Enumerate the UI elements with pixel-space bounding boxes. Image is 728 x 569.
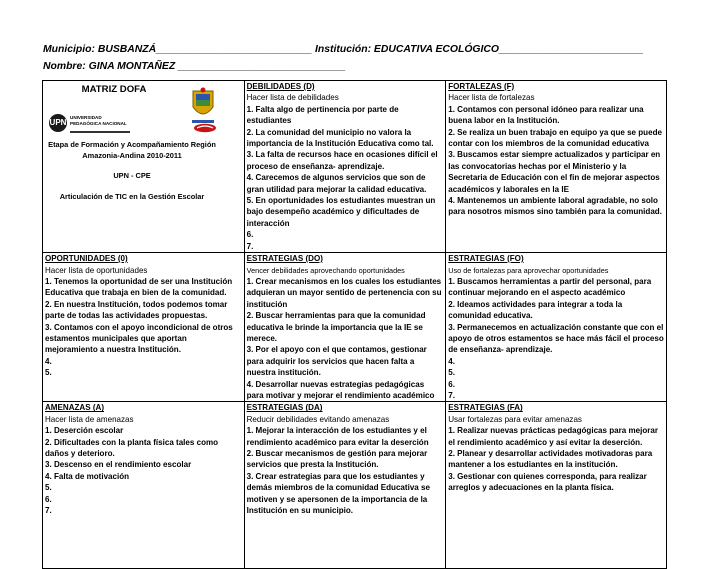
list-item: 3. Por el apoyo con el que contamos, gestionar para adquirir los servicios que hacen falta a nuestra institución. — [246, 345, 427, 378]
list-item: 1. Tenemos la oportunidad de ser una Institución Educativa que trabaja en bien de la comunidad. — [45, 276, 233, 298]
upn-logo-text: UNIVERSIDAD PEDAGÓGICA NACIONAL — [70, 115, 127, 126]
debilidades-cell — [244, 81, 446, 253]
list-item: 1. Realizar nuevas prácticas pedagógicas para mejorar el rendimiento académico y así evitar la deserción. — [448, 426, 658, 447]
list-item: 2. En nuestra Institución, todos podemos tomar parte de todas las actividades propuestas. — [45, 299, 228, 321]
list-item: 1. Mejorar la interacción de los estudiantes y el rendimiento académico para evitar la deserción — [246, 426, 429, 447]
list-item: 4. — [45, 356, 52, 366]
list-item: 2. Buscar herramientas para que la comunidad educativa le brinde la importancia que la IE se merece. — [246, 311, 426, 343]
list-item: 2. La comunidad del municipio no valora la importancia de la Institución Educativa como tal. — [246, 127, 434, 149]
estrategias-fo-subtitle: Uso de fortalezas para aprovechar oportunidades — [448, 265, 609, 275]
list-item: 5. — [45, 368, 52, 378]
list-item: 6. — [246, 230, 254, 240]
debilidades-subtitle: Hacer lista de debilidades — [246, 93, 339, 103]
list-item: 3. Permanecemos en actualización constante que con el apoyo de otros estamentos se hace más fácil el proceso de enseñanza- aprendizaje. — [448, 322, 664, 355]
list-item: 6. — [45, 494, 52, 504]
oportunidades-title: OPORTUNIDADES (0) — [45, 254, 128, 264]
program-text: UPN - CPE — [113, 171, 151, 180]
table-row — [43, 253, 667, 402]
list-item: 2. Planear y desarrollar actividades motivadoras para mantener a los estudiantes en la institución. — [448, 449, 653, 470]
dofa-matrix-table — [42, 80, 667, 569]
list-item: 5. En oportunidades los estudiantes muestran un bajo desempeño académico y dificultades de interacción — [246, 196, 436, 228]
list-item: 2. Buscar mecanismos de gestión para mejorar servicios que presta la Institución. — [246, 449, 428, 470]
header-line-municipio: Municipio: BUSBANZÁ___________________________ Institución: EDUCATIVA ECOLÓGICO_________________________ — [43, 44, 644, 55]
list-item: 3. Contamos con el apoyo incondicional de otros estamentos municipales que aportan mejoramiento a nuestra Institución. — [45, 322, 233, 355]
list-item: 2. Se realiza un buen trabajo en equipo ya que se puede contar con los miembros de la comunidad educativa — [448, 127, 662, 149]
list-item: 4. — [448, 356, 455, 366]
list-item: 3. Descenso en el rendimiento escolar — [45, 460, 192, 470]
amenazas-subtitle: Hacer lista de amenazas — [45, 414, 134, 424]
fortalezas-subtitle: Hacer lista de fortalezas — [448, 93, 535, 103]
list-item: 1. Buscamos herramientas a partir del personal, para continuar mejorando en el aspecto académico — [448, 276, 652, 298]
list-item: 1. Contamos con personal idóneo para realizar una buena labor en la Institución. — [448, 104, 644, 126]
upn-logo — [49, 114, 131, 134]
list-item: 5. — [448, 368, 455, 378]
estrategias-fa-subtitle: Usar fortalezas para evitar amenazas — [448, 414, 582, 424]
list-item: 4. Desarrollar nuevas estrategias pedagógicas para motivar y mejorar el rendimiento académico — [246, 379, 435, 400]
fortalezas-title: FORTALEZAS (F) — [448, 82, 515, 91]
amenazas-title: AMENAZAS (A) — [45, 403, 105, 413]
fortalezas-cell — [446, 81, 667, 253]
institution-crest-icon — [190, 87, 216, 125]
estrategias-fa-cell — [446, 402, 667, 569]
estrategias-do-subtitle: Vencer debilidades aprovechando oportunidades — [246, 265, 405, 275]
stage-line-2: Amazonia-Andina 2010-2011 — [82, 151, 182, 161]
list-item: 4. Falta de motivación — [45, 471, 130, 481]
list-item: 4. Carecemos de algunos servicios que son de gran utilidad para mejorar la calidad educativa. — [246, 173, 427, 194]
oportunidades-cell — [43, 253, 245, 402]
estrategias-da-cell — [244, 402, 446, 569]
estrategias-do-cell — [244, 253, 446, 402]
list-item: 3. Gestionar con quienes corresponda, para realizar arreglos y adecuaciones en la planta física. — [448, 471, 647, 493]
list-item: 2. Dificultades con la planta física tales como daños y deterioro. — [45, 437, 219, 458]
stage-text — [43, 139, 221, 162]
list-item: 7. — [45, 506, 52, 516]
estrategias-fa-title: ESTRATEGIAS (FA) — [448, 403, 523, 413]
estrategias-da-title: ESTRATEGIAS (DA) — [246, 403, 323, 413]
oportunidades-subtitle: Hacer lista de oportunidades — [45, 265, 148, 275]
table-row — [43, 81, 667, 253]
matrix-title: MATRIZ DOFA — [81, 84, 147, 95]
amenazas-cell — [43, 402, 245, 569]
list-item: 1. Deserción escolar — [45, 426, 124, 436]
list-item: 4. Mantenemos un ambiente laboral agradable, no solo para nosotros mismos sino también para la comunidad. — [448, 196, 662, 217]
estrategias-da-subtitle: Reducir debilidades evitando amenazas — [246, 414, 390, 424]
list-item: 6. — [448, 379, 455, 389]
list-item: 5. — [45, 483, 52, 493]
articulation-text: Articulación de TIC en la Gestión Escolar — [59, 192, 205, 201]
list-item: 1. Falta algo de pertinencia por parte de estudiantes — [246, 104, 399, 126]
list-item: 3. Crear estrategias para que los estudiantes y demás miembros de la comunidad Educativa se motiven y se apersonen de la importancia de la Institución en su municipio. — [246, 471, 430, 516]
list-item: 7. — [246, 241, 254, 251]
upn-logo-bar — [70, 131, 130, 133]
upn-seal-icon: UPN — [49, 114, 67, 132]
debilidades-title: DEBILIDADES (D) — [246, 82, 315, 91]
estrategias-fo-title: ESTRATEGIAS (FO) — [448, 254, 524, 264]
list-item: 1. Crear mecanismos en los cuales los estudiantes adquieran un mayor sentido de pertenencia con su institución — [246, 276, 442, 309]
red-logo-icon — [193, 123, 217, 133]
header-line-nombre: Nombre: GINA MONTAÑEZ _____________________________ — [43, 61, 346, 72]
matrix-info-cell — [43, 81, 245, 253]
estrategias-fo-cell — [446, 253, 667, 402]
estrategias-do-title: ESTRATEGIAS (DO) — [246, 254, 323, 264]
list-item: 3. La falta de recursos hace en ocasiones difícil el proceso de enseñanza- aprendizaje. — [246, 150, 438, 171]
list-item: 7. — [448, 390, 455, 400]
list-item: 3. Buscamos estar siempre actualizados y participar en las convocatorias hechas por el Ministerio y la Secretaria de Educación con el fin de mejorar aspectos académicos y laborales en la IE — [448, 150, 661, 194]
table-row — [43, 402, 667, 569]
list-item: 2. Ideamos actividades para integrar a toda la comunidad educativa. — [448, 299, 623, 321]
stage-line-1: Etapa de Formación y Acompañamiento Región — [48, 140, 216, 149]
